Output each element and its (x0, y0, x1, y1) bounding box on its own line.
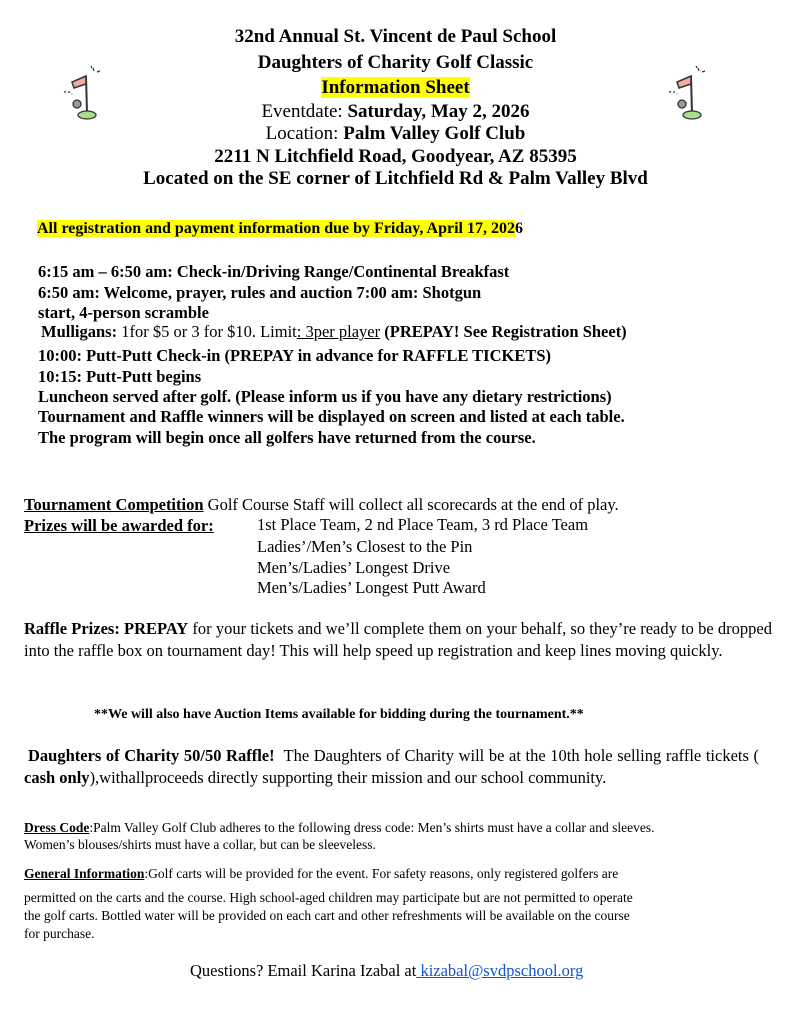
raffle-prizes-paragraph (24, 618, 772, 662)
schedule-line-9: The program will begin once all golfers have returned from the course. (38, 428, 536, 447)
registration-deadline (37, 220, 523, 238)
general-info-line-4: for purchase. (24, 926, 95, 941)
address: 2211 N Litchfield Road, Goodyear, AZ 85395 (214, 146, 577, 167)
fifty-fifty-text-1: The Daughters of Charity will be at the 10th hole selling raffle tickets ( (274, 746, 764, 765)
schedule-line-7: Luncheon served after golf. (Please inform us if you have any dietary restrictions) (38, 387, 612, 406)
general-info-line-1 (24, 866, 618, 882)
mulligans-limit: : 3per player (296, 322, 381, 341)
contact-text: Questions? Email Karina Izabal at (190, 961, 417, 980)
title-line-3 (0, 77, 791, 99)
general-info-line-2: permitted on the carts and the course. High school-aged children may participate but are not permitted to operate (24, 890, 633, 905)
fifty-fifty-text-2: ),withallproceeds directly supporting their mission and our school community. (89, 768, 607, 787)
mulligans-prepay: (PREPAY! See Registration Sheet) (380, 322, 627, 341)
schedule-line-6: 10:15: Putt-Putt begins (38, 367, 202, 386)
raffle-label: Raffle Prizes: PREPAY (24, 619, 189, 638)
cash-only: cash only (24, 768, 90, 787)
prizes-label: Prizes will be awarded for: (24, 516, 214, 535)
dress-code-line-1 (24, 820, 655, 836)
general-info-line-3: the golf carts. Bottled water will be provided on each cart and other refreshments will be available on the course (24, 908, 630, 923)
prize-item: 1st Place Team, 2 nd Place Team, 3 rd Place Team (257, 515, 589, 534)
schedule-line-8: Tournament and Raffle winners will be displayed on screen and listed at each table. (38, 407, 625, 426)
schedule-line-5: 10:00: Putt-Putt Check-in (PREPAY in advance for RAFFLE TICKETS) (38, 346, 552, 365)
directions: Located on the SE corner of Litchfield Rd & Palm Valley Blvd (143, 168, 648, 189)
dress-code-text: :Palm Valley Golf Club adheres to the following dress code: Men’s shirts must have a collar and sleeves. (89, 820, 655, 835)
event-date-label: Eventdate: (261, 101, 348, 122)
tournament-label: Tournament Competition (24, 495, 204, 514)
dress-code-label: Dress Code (24, 820, 90, 835)
location (0, 123, 791, 145)
mulligans-text: 1for $5 or 3 for $10. Limit (117, 322, 297, 341)
schedule-line-3: start, 4-person scramble (38, 303, 209, 322)
deadline-tail: 6 (514, 220, 523, 237)
dress-code-line-2: Women’s blouses/shirts must have a collar, but can be sleeveless. (24, 837, 376, 852)
general-info-text: :Golf carts will be provided for the event. For safety reasons, only registered golfers are (144, 866, 619, 881)
prize-item: Ladies’/Men’s Closest to the Pin (257, 537, 473, 556)
event-date-value: Saturday, May 2, 2026 (347, 101, 530, 122)
tournament-competition (24, 495, 619, 515)
information-sheet-title: Information Sheet (321, 77, 470, 98)
schedule-line-1: 6:15 am – 6:50 am: Check-in/Driving Range/Continental Breakfast (38, 262, 510, 281)
fifty-fifty-raffle-paragraph (24, 745, 764, 789)
schedule-line-2: 6:50 am: Welcome, prayer, rules and auction 7:00 am: Shotgun (38, 283, 482, 302)
location-label: Location: (265, 123, 344, 144)
mulligans-line (41, 322, 627, 342)
general-info-label: General Information (24, 866, 145, 881)
prize-item: Men’s/Ladies’ Longest Drive (257, 558, 451, 577)
title-line-1: 32nd Annual St. Vincent de Paul School (234, 26, 557, 47)
auction-note: **We will also have Auction Items available for bidding during the tournament.** (94, 707, 584, 722)
contact-email-link[interactable]: kizabal@svdpschool.org (416, 961, 584, 980)
deadline-highlighted: All registration and payment information due by Friday, April 17, 202 (37, 220, 515, 237)
mulligans-label: Mulligans: (41, 322, 118, 341)
contact-line (190, 961, 583, 981)
fifty-fifty-label: Daughters of Charity 50/50 Raffle! (28, 746, 275, 765)
tournament-text: Golf Course Staff will collect all scorecards at the end of play. (203, 495, 619, 514)
prize-item: Men’s/Ladies’ Longest Putt Award (257, 578, 486, 597)
title-line-2: Daughters of Charity Golf Classic (257, 52, 534, 73)
event-date (0, 101, 791, 123)
location-value: Palm Valley Golf Club (343, 123, 526, 144)
raffle-text: for your tickets and we’ll complete them on your behalf, so they’re ready to be dropped into the raffle box on tournament day! This will help speed up registration and keep lines moving quickly. (24, 619, 772, 660)
